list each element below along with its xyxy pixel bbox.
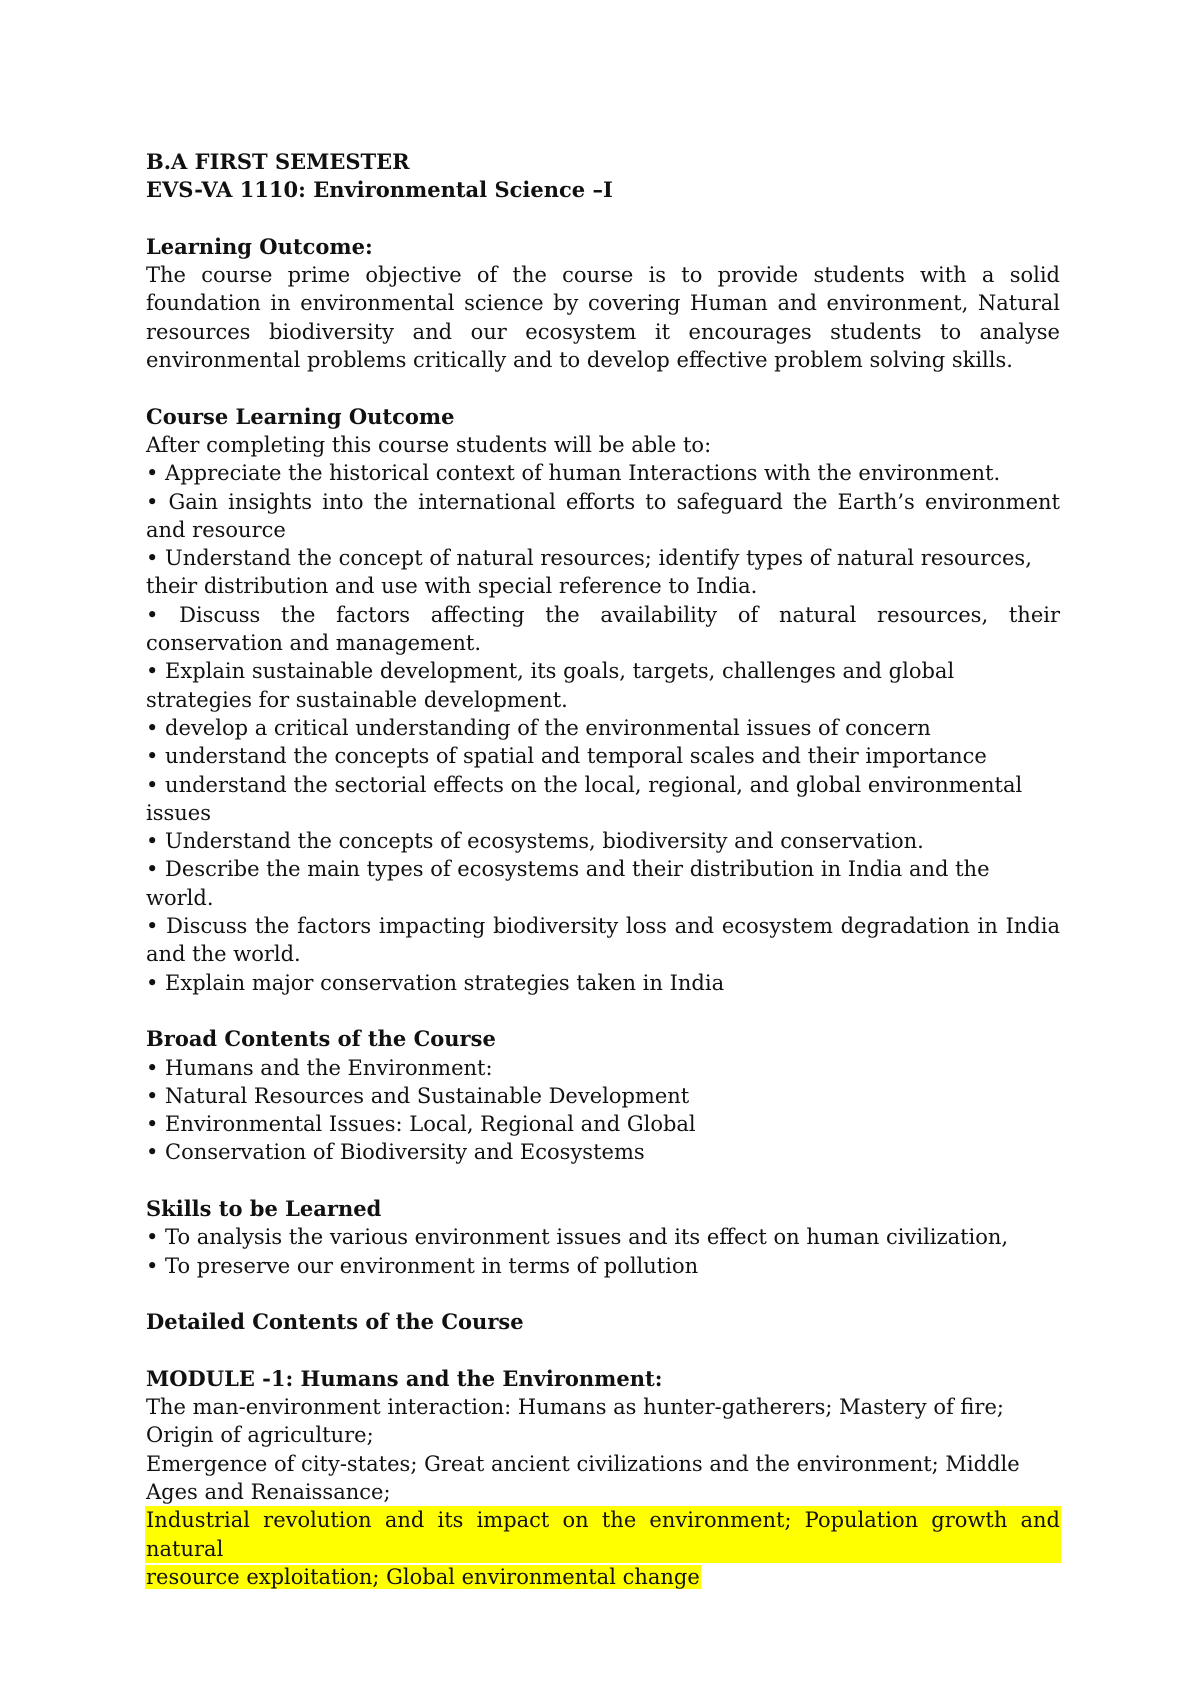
document-page [146,148,1060,1591]
list-item: • Environmental Issues: Local, Regional and Global [146,1112,696,1137]
list-item: • Understand the concept of natural resources; identify types of natural resources, their distribution and use with special reference to India. [146,546,1032,599]
spacer [146,1280,1060,1308]
list-item: • Discuss the factors affecting the availability of natural resources, their conservation and management. [146,602,1060,656]
course-learning-outcome-intro: After completing this course students will be able to: [146,432,712,457]
course-title: EVS-VA 1110: Environmental Science –I [146,177,613,203]
list-item: • Explain sustainable development, its goals, targets, challenges and global strategies for sustainable development. [146,659,955,712]
spacer [146,997,1060,1025]
module-1-paragraph: The man-environment interaction: Humans as hunter-gatherers; Mastery of fire; Origin of agriculture; [146,1395,1004,1448]
semester-title: B.A FIRST SEMESTER [146,149,410,174]
spacer [146,1167,1060,1195]
list-item: • Explain major conservation strategies taken in India [146,970,725,995]
module-1-heading: MODULE -1: Humans and the Environment: [146,1365,663,1391]
list-item: • Humans and the Environment: [146,1055,493,1080]
highlighted-line: resource exploitation; Global environmental change [146,1564,700,1589]
list-item: • To analysis the various environment issues and its effect on human civilization, [146,1225,1009,1250]
list-item: • Describe the main types of ecosystems and their distribution in India and the world. [146,857,990,910]
list-item: • Natural Resources and Sustainable Development [146,1083,690,1108]
learning-outcome-text: The course prime objective of the course is to provide students with a solid foundation in environmental science by covering Human and environment, Natural resources biodiversity and our ecosystem it encourages students to analyse environmental problems critically and to develop effective problem solving skills. [146,263,1060,373]
list-item: • Discuss the factors impacting biodiversity loss and ecosystem degradation in India and the world. [146,914,1060,967]
spacer [146,1336,1060,1364]
list-item: • develop a critical understanding of the environmental issues of concern [146,715,931,740]
list-item: • Appreciate the historical context of human Interactions with the environment. [146,461,1001,486]
list-item: • Gain insights into the international efforts to safeguard the Earth’s environment and resource [146,489,1060,542]
detailed-contents-heading: Detailed Contents of the Course [146,1309,524,1335]
highlighted-line: Industrial revolution and its impact on the environment; Population growth and natural [145,1506,1061,1563]
course-learning-outcome-heading: Course Learning Outcome [146,403,455,429]
spacer [146,374,1060,402]
list-item: • Conservation of Biodiversity and Ecosystems [146,1140,645,1165]
broad-contents-heading: Broad Contents of the Course [146,1026,496,1052]
learning-outcome-heading: Learning Outcome: [146,233,373,259]
skills-heading: Skills to be Learned [146,1195,382,1221]
list-item: • To preserve our environment in terms of pollution [146,1253,699,1278]
list-item: • understand the sectorial effects on the local, regional, and global environmental issues [146,772,1023,825]
module-1-highlighted-text [146,1506,1060,1591]
module-1-paragraph: Emergence of city-states; Great ancient civilizations and the environment; Middle Ages and Renaissance; [146,1451,1020,1504]
list-item: • understand the concepts of spatial and temporal scales and their importance [146,744,987,769]
list-item: • Understand the concepts of ecosystems, biodiversity and conservation. [146,829,924,854]
spacer [146,205,1060,233]
